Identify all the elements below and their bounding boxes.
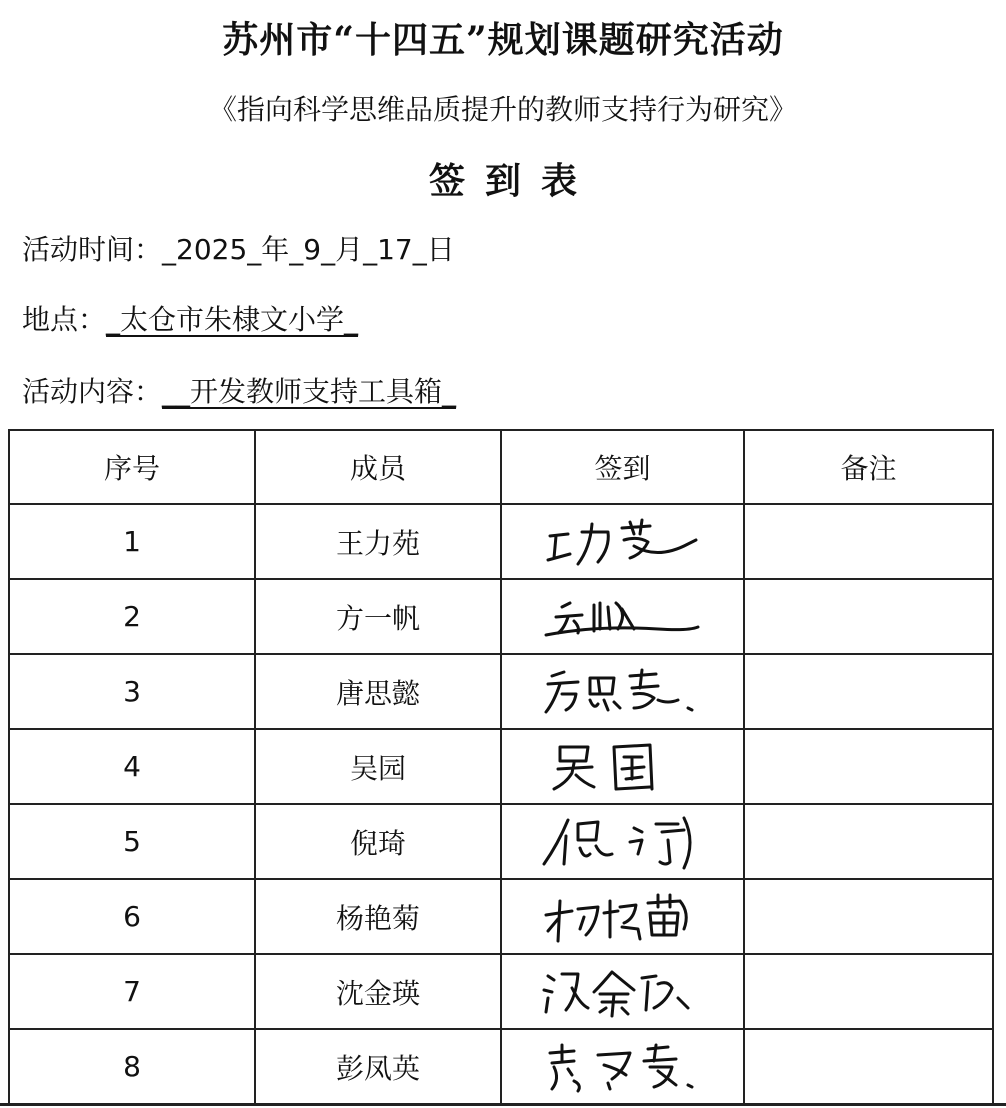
member-name: 沈金瑛 (255, 954, 501, 1029)
remark-cell (744, 579, 993, 654)
handwritten-signature (538, 739, 708, 795)
member-name: 彭凤英 (255, 1029, 501, 1104)
member-name: 唐思懿 (255, 654, 501, 729)
header-signature: 签到 (501, 430, 744, 504)
row-number: 5 (9, 804, 255, 879)
handwritten-signature (538, 889, 708, 945)
sign-in-table (8, 429, 994, 1105)
remark-cell (744, 729, 993, 804)
activity-content-line (22, 372, 456, 412)
signature-cell (501, 954, 744, 1029)
signature-cell (501, 579, 744, 654)
table-row (9, 954, 993, 1029)
row-number: 7 (9, 954, 255, 1029)
table-row (9, 729, 993, 804)
remark-cell (744, 954, 993, 1029)
member-name: 吴园 (255, 729, 501, 804)
handwritten-signature (538, 664, 708, 720)
activity-time-line (22, 230, 455, 270)
sign-in-heading: 签到表 (428, 160, 597, 202)
remark-cell (744, 879, 993, 954)
handwritten-signature (538, 964, 708, 1020)
header-member: 成员 (255, 430, 501, 504)
row-number: 2 (9, 579, 255, 654)
signature-cell (501, 729, 744, 804)
activity-place-value: _太仓市朱棣文小学_ (106, 303, 359, 336)
remark-cell (744, 654, 993, 729)
row-number: 4 (9, 729, 255, 804)
bottom-border-line (0, 1103, 1006, 1106)
table-row (9, 504, 993, 579)
row-number: 8 (9, 1029, 255, 1104)
remark-cell (744, 1029, 993, 1104)
member-name: 方一帆 (255, 579, 501, 654)
activity-content-label: 活动内容： (22, 375, 163, 408)
activity-content-value: __开发教师支持工具箱_ (162, 375, 457, 408)
table-row (9, 879, 993, 954)
handwritten-signature (538, 1039, 708, 1095)
handwritten-signature (538, 514, 708, 570)
table-row (9, 804, 993, 879)
activity-time-label: 活动时间： (22, 233, 163, 266)
signature-cell (501, 654, 744, 729)
signature-cell (501, 804, 744, 879)
table-header-row (9, 430, 993, 504)
header-number: 序号 (9, 430, 255, 504)
activity-time-value: _2025_年_9_月_17_日 (162, 233, 455, 266)
table-row (9, 654, 993, 729)
table-row (9, 579, 993, 654)
row-number: 6 (9, 879, 255, 954)
remark-cell (744, 804, 993, 879)
signature-cell (501, 1029, 744, 1104)
member-name: 杨艳菊 (255, 879, 501, 954)
document-title: 苏州市“十四五”规划课题研究活动 (222, 19, 784, 61)
handwritten-signature (538, 589, 708, 645)
signature-cell (501, 504, 744, 579)
handwritten-signature (538, 814, 708, 870)
member-name: 王力苑 (255, 504, 501, 579)
table-row (9, 1029, 993, 1104)
member-name: 倪琦 (255, 804, 501, 879)
activity-place-label: 地点： (22, 303, 107, 336)
activity-place-line (22, 300, 358, 340)
remark-cell (744, 504, 993, 579)
signature-cell (501, 879, 744, 954)
research-subtitle: 《指向科学思维品质提升的教师支持行为研究》 (208, 93, 797, 126)
row-number: 1 (9, 504, 255, 579)
header-remarks: 备注 (744, 430, 993, 504)
row-number: 3 (9, 654, 255, 729)
